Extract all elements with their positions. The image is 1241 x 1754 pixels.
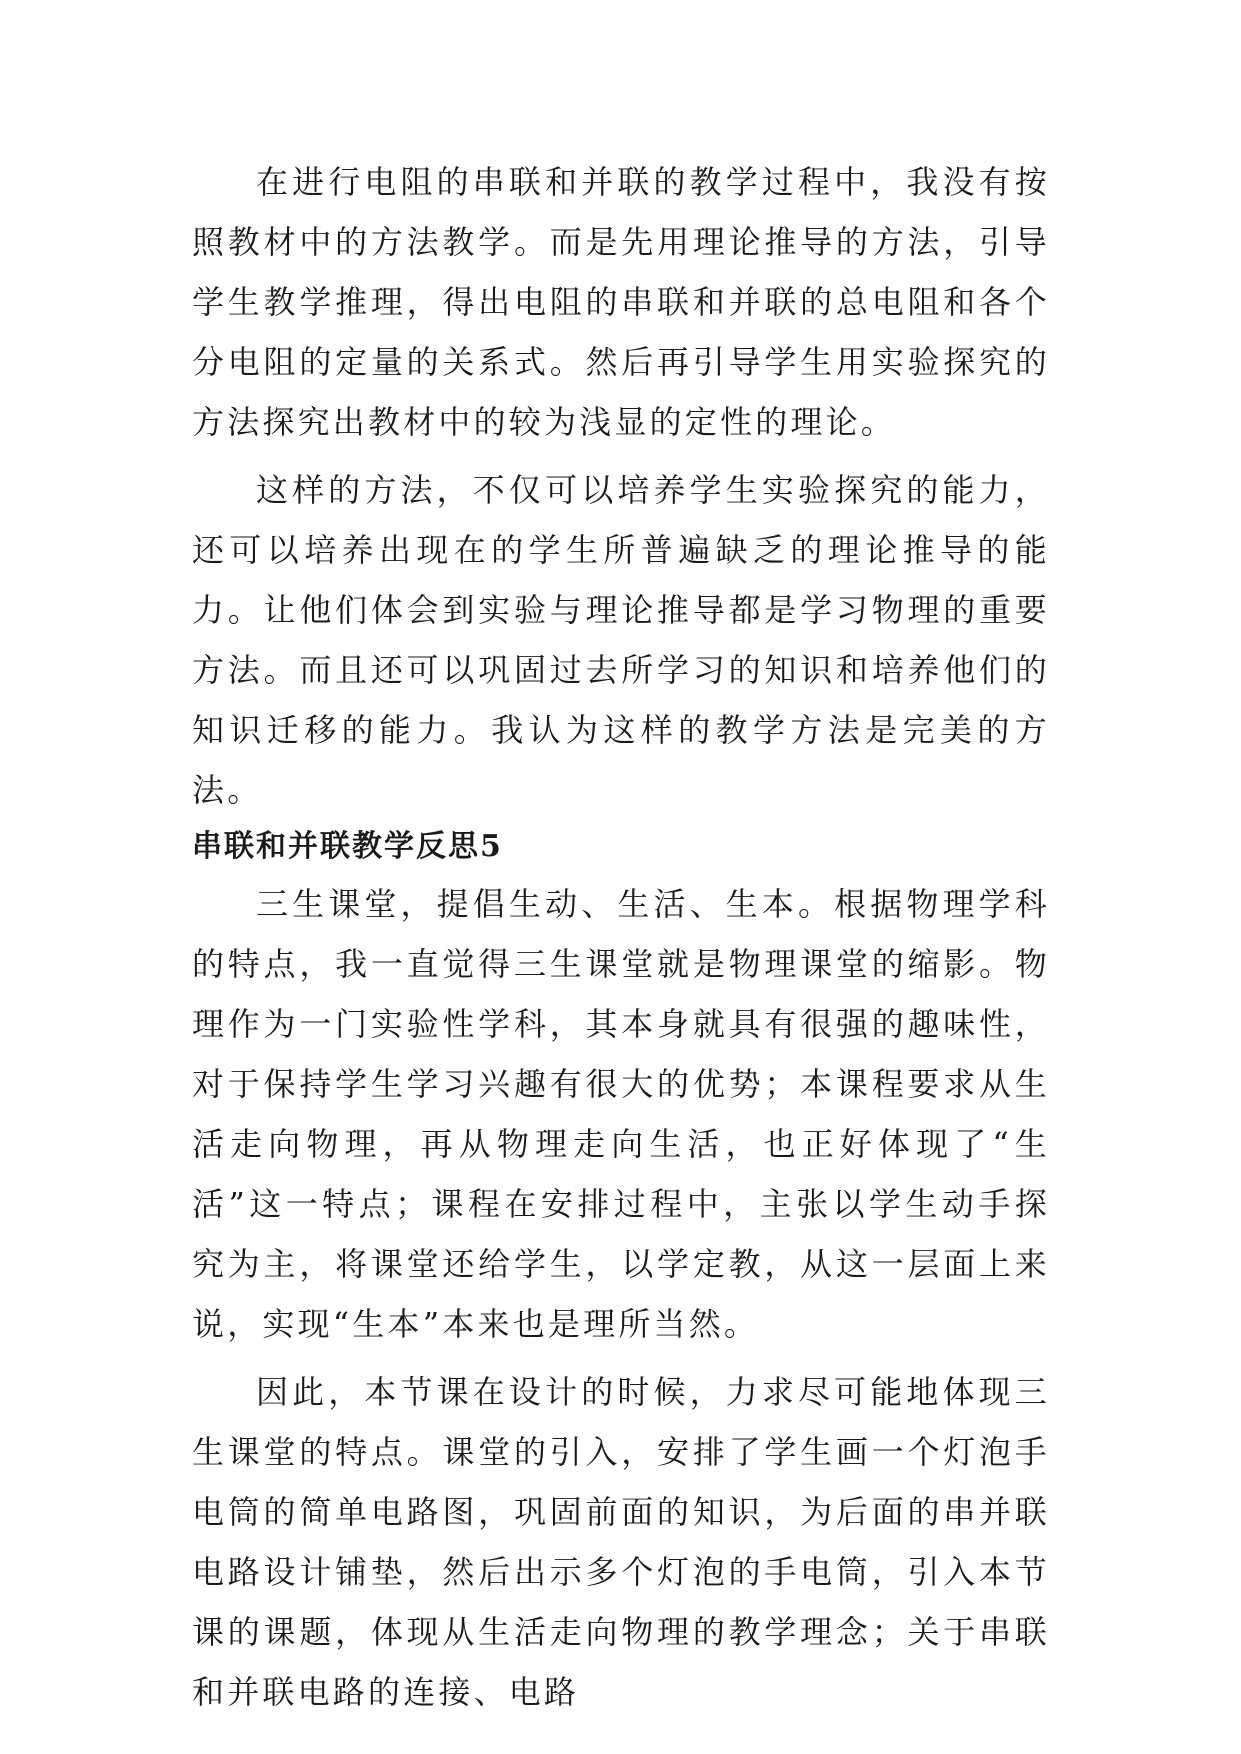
body-paragraph: 三生课堂，提倡生动、生活、生本。根据物理学科的特点，我一直觉得三生课堂就是物理课堂的缩影。物理作为一门实验性学科，其本身就具有很强的趣味性，对于保持学生学习兴趣有很大的优势；本课程要求从生活走向物理，再从物理走向生活，也正好体现了“生活”这一特点；课程在安排过程中，主张以学生动手探究为主，将课堂还给学生，以学定教，从这一层面上来说，实现“生本”本来也是理所当然。 bbox=[192, 885, 1050, 1343]
document-page bbox=[192, 152, 1050, 1722]
body-paragraph: 因此，本节课在设计的时候，力求尽可能地体现三生课堂的特点。课堂的引入，安排了学生画一个灯泡手电筒的简单电路图，巩固前面的知识，为后面的串并联电路设计铺垫，然后出示多个灯泡的手电筒，引入本节课的课题，体现从生活走向物理的教学理念；关于串联和并联电路的连接、电路 bbox=[192, 1373, 1050, 1711]
body-paragraph: 在进行电阻的串联和并联的教学过程中，我没有按照教材中的方法教学。而是先用理论推导的方法，引导学生教学推理，得出电阻的串联和并联的总电阻和各个分电阻的定量的关系式。然后再引导学生用实验探究的方法探究出教材中的较为浅显的定性的理论。 bbox=[192, 163, 1050, 441]
body-paragraph: 这样的方法，不仅可以培养学生实验探究的能力，还可以培养出现在的学生所普遍缺乏的理论推导的能力。让他们体会到实验与理论推导都是学习物理的重要方法。而且还可以巩固过去所学习的知识和培养他们的知识迁移的能力。我认为这样的教学方法是完美的方法。 bbox=[192, 471, 1050, 809]
section-heading: 串联和并联教学反思5 bbox=[192, 829, 503, 864]
